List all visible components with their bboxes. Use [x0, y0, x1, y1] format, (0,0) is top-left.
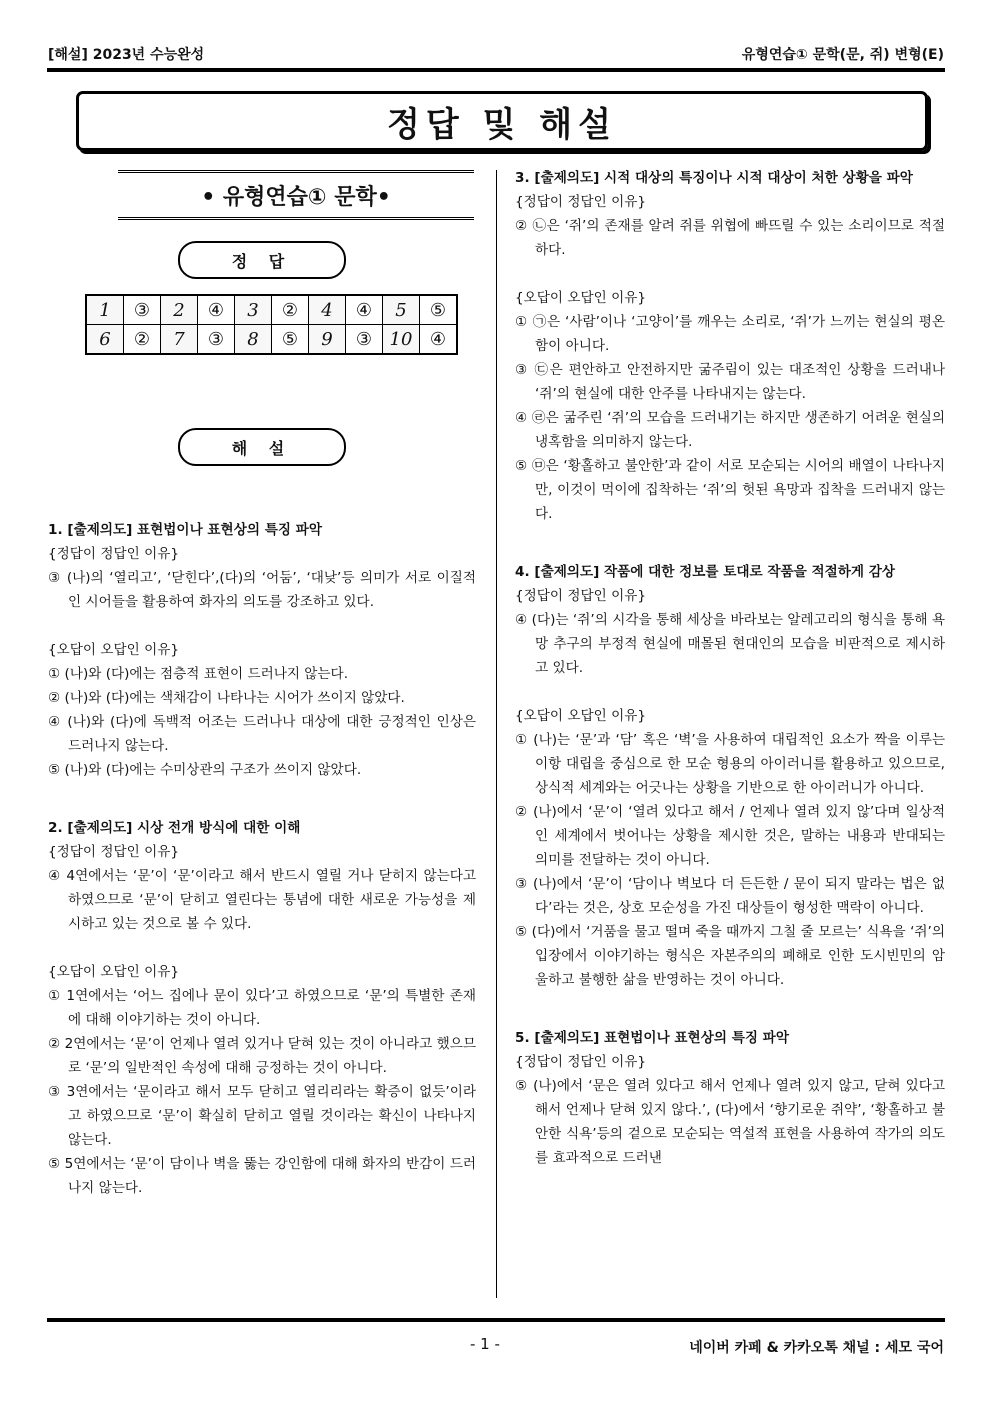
reason-label: {오답이 오답인 이유}: [48, 964, 179, 980]
reason-label: {정답이 정답인 이유}: [515, 1054, 646, 1070]
commentary-section: [48, 816, 476, 1200]
commentary-section: [515, 560, 945, 992]
answers-pill: 정 답: [178, 241, 346, 279]
reason-label: {오답이 오답인 이유}: [48, 642, 179, 658]
page-number: - 1 -: [470, 1335, 500, 1353]
question-number: 8: [235, 325, 272, 355]
answer-choice: ⑤: [272, 325, 309, 355]
reason-label: {정답이 정답인 이유}: [48, 844, 179, 860]
question-number: 3: [235, 295, 272, 325]
explanation-item: ③ (나)에서 ‘문’이 ‘담이나 벽보다 더 든든한 / 문이 되지 말라는 법은 없다’라는 것은, 상호 모순성을 가진 대상들이 형성한 맥락이 아니다.: [515, 876, 945, 916]
explanation-item: ⑤ ㉤은 ‘황홀하고 불안한’과 같이 서로 모순되는 시어의 배열이 나타나지만, 이것이 먹이에 집착하는 ‘쥐’의 헛된 욕망과 집착을 드러내지 않는다.: [515, 458, 945, 522]
explanation-item: ① 1연에서는 ‘어느 집에나 문이 있다’고 하였으므로 ‘문’의 특별한 존재에 대해 이야기하는 것이 아니다.: [48, 988, 476, 1028]
answer-choice: ③: [124, 295, 161, 325]
explanation-item: ② (나)와 (다)에는 색채감이 나타나는 시어가 쓰이지 않았다.: [48, 690, 405, 706]
top-rule: [47, 68, 945, 72]
question-number: 5: [383, 295, 420, 325]
answer-table: [85, 294, 458, 355]
explanation-item: ⑤ (나)에서 ‘문은 열려 있다고 해서 언제나 열려 있지 않고, 닫혀 있다고 해서 언제나 닫혀 있지 않다.’, (다)에서 ‘향기로운 쥐약’, ‘황홀하고 불안한 식욕’등의 겉으로 모순되는 역설적 표현을 사용하여 작가의 의도를 효과적으로 드러낸: [515, 1078, 945, 1166]
explanation-item: ② 2연에서는 ‘문’이 언제나 열려 있거나 닫혀 있는 것이 아니라고 했으므로 ‘문’의 일반적인 속성에 대해 긍정하는 것이 아니다.: [48, 1036, 476, 1076]
reason-label: {오답이 오답인 이유}: [515, 708, 646, 724]
answer-choice: ②: [124, 325, 161, 355]
reason-label: {오답이 오답인 이유}: [515, 290, 646, 306]
page-title: 정답 및 해설: [76, 91, 928, 151]
commentary-section: [515, 1026, 945, 1170]
explanation-item: ② ㉡은 ‘쥐’의 존재를 알려 쥐를 위협에 빠뜨릴 수 있는 소리이므로 적절하다.: [515, 218, 945, 258]
answer-choice: ④: [346, 295, 383, 325]
explanation-item: ⑤ 5연에서는 ‘문’이 담이나 벽을 뚫는 강인함에 대해 화자의 반감이 드러나지 않는다.: [48, 1156, 476, 1196]
explanation-item: ① (나)는 ‘문’과 ‘담’ 혹은 ‘벽’을 사용하여 대립적인 요소가 짝을 이루는 이항 대립을 중심으로 한 모순 형용의 아이러니를 활용하고 있으므로, 상식적 세계와는 어긋나는 상황을 기반으로 한 아이러니가 아니다.: [515, 732, 945, 796]
explanation-item: ④ 4연에서는 ‘문’이 ‘문’이라고 해서 반드시 열릴 거나 닫히지 않는다고 하였으므로 ‘문’이 닫히고 열린다는 통념에 대한 새로운 가능성을 제시하고 있는 것으로 볼 수 있다.: [48, 868, 476, 932]
bottom-rule: [47, 1318, 945, 1322]
question-number: 9: [309, 325, 346, 355]
commentary-pill: 해 설: [178, 428, 346, 466]
answer-row: [86, 325, 457, 355]
commentary-section: [515, 166, 945, 526]
question-number: 1: [86, 295, 124, 325]
header-right: 유형연습① 문학(문, 쥐) 변형(E): [741, 47, 944, 63]
answer-row: [86, 295, 457, 325]
explanation-item: ④ (다)는 ‘쥐’의 시각을 통해 세상을 바라보는 알레고리의 형식을 통해 욕망 추구의 부정적 현실에 매몰된 현대인의 모습을 비판적으로 제시하고 있다.: [515, 612, 945, 676]
right-column: [515, 166, 945, 1204]
explanation-item: ⑤ (나)와 (다)에는 수미상관의 구조가 쓰이지 않았다.: [48, 762, 362, 778]
question-number: 4: [309, 295, 346, 325]
section-subtitle: • 유형연습① 문학•: [118, 170, 474, 220]
reason-label: {정답이 정답인 이유}: [515, 588, 646, 604]
explanation-item: ③ (나)의 ‘열리고’, ‘닫힌다’,(다)의 ‘어둠’, ‘대낮’등 의미가 서로 이질적인 시어들을 활용하여 화자의 의도를 강조하고 있다.: [48, 570, 476, 610]
question-number: 2: [161, 295, 198, 325]
commentary-section: [48, 518, 476, 782]
reason-label: {정답이 정답인 이유}: [48, 546, 179, 562]
reason-label: {정답이 정답인 이유}: [515, 194, 646, 210]
explanation-item: ② (나)에서 ‘문’이 ‘열려 있다고 해서 / 언제나 열려 있지 않’다며 일상적인 세계에서 벗어나는 상황을 제시한 것은, 말하는 내용과 반대되는 의미를 전달하는 것이 아니다.: [515, 804, 945, 868]
left-column: [48, 518, 476, 1234]
section-heading: 2. [출제의도] 시상 전개 방식에 대한 이해: [48, 820, 301, 836]
column-divider: [496, 170, 497, 1298]
answer-choice: ④: [198, 295, 235, 325]
explanation-item: ③ ㉢은 편안하고 안전하지만 굶주림이 있는 대조적인 상황을 드러내나 ‘쥐’의 현실에 대한 안주를 나타내지는 않는다.: [515, 362, 945, 402]
answer-choice: ⑤: [420, 295, 458, 325]
answer-choice: ②: [272, 295, 309, 325]
answer-choice: ④: [420, 325, 458, 355]
section-heading: 3. [출제의도] 시적 대상의 특징이나 시적 대상이 처한 상황을 파악: [515, 170, 913, 186]
answer-choice: ③: [198, 325, 235, 355]
question-number: 10: [383, 325, 420, 355]
section-heading: 5. [출제의도] 표현법이나 표현상의 특징 파악: [515, 1030, 789, 1046]
question-number: 7: [161, 325, 198, 355]
explanation-item: ① (나)와 (다)에는 점층적 표현이 드러나지 않는다.: [48, 666, 349, 682]
question-number: 6: [86, 325, 124, 355]
header-left: [해설] 2023년 수능완성: [48, 47, 205, 63]
section-heading: 1. [출제의도] 표현법이나 표현상의 특징 파악: [48, 522, 322, 538]
explanation-item: ④ (나)와 (다)에 독백적 어조는 드러나나 대상에 대한 긍정적인 인상은 드러나지 않는다.: [48, 714, 476, 754]
footer-channel: 네이버 카페 & 카카오톡 채널 : 세모 국어: [689, 1340, 944, 1356]
explanation-item: ④ ㉣은 굶주린 ‘쥐’의 모습을 드러내기는 하지만 생존하기 어려운 현실의 냉혹함을 의미하지 않는다.: [515, 410, 945, 450]
section-heading: 4. [출제의도] 작품에 대한 정보를 토대로 작품을 적절하게 감상: [515, 564, 896, 580]
explanation-item: ① ㉠은 ‘사람’이나 ‘고양이’를 깨우는 소리로, ‘쥐’가 느끼는 현실의 평온함이 아니다.: [515, 314, 945, 354]
answer-choice: ③: [346, 325, 383, 355]
explanation-item: ③ 3연에서는 ‘문이라고 해서 모두 닫히고 열리리라는 확증이 없듯’이라고 하였으므로 ‘문’이 확실히 닫히고 열릴 것이라는 확신이 나타나지 않는다.: [48, 1084, 476, 1148]
explanation-item: ⑤ (다)에서 ‘거품을 물고 떨며 죽을 때까지 그칠 줄 모르는’ 식욕을 ‘쥐’의 입장에서 이야기하는 형식은 자본주의의 폐해로 인한 도시빈민의 암울하고 불행한 삶을 반영하는 것이 아니다.: [515, 924, 945, 988]
